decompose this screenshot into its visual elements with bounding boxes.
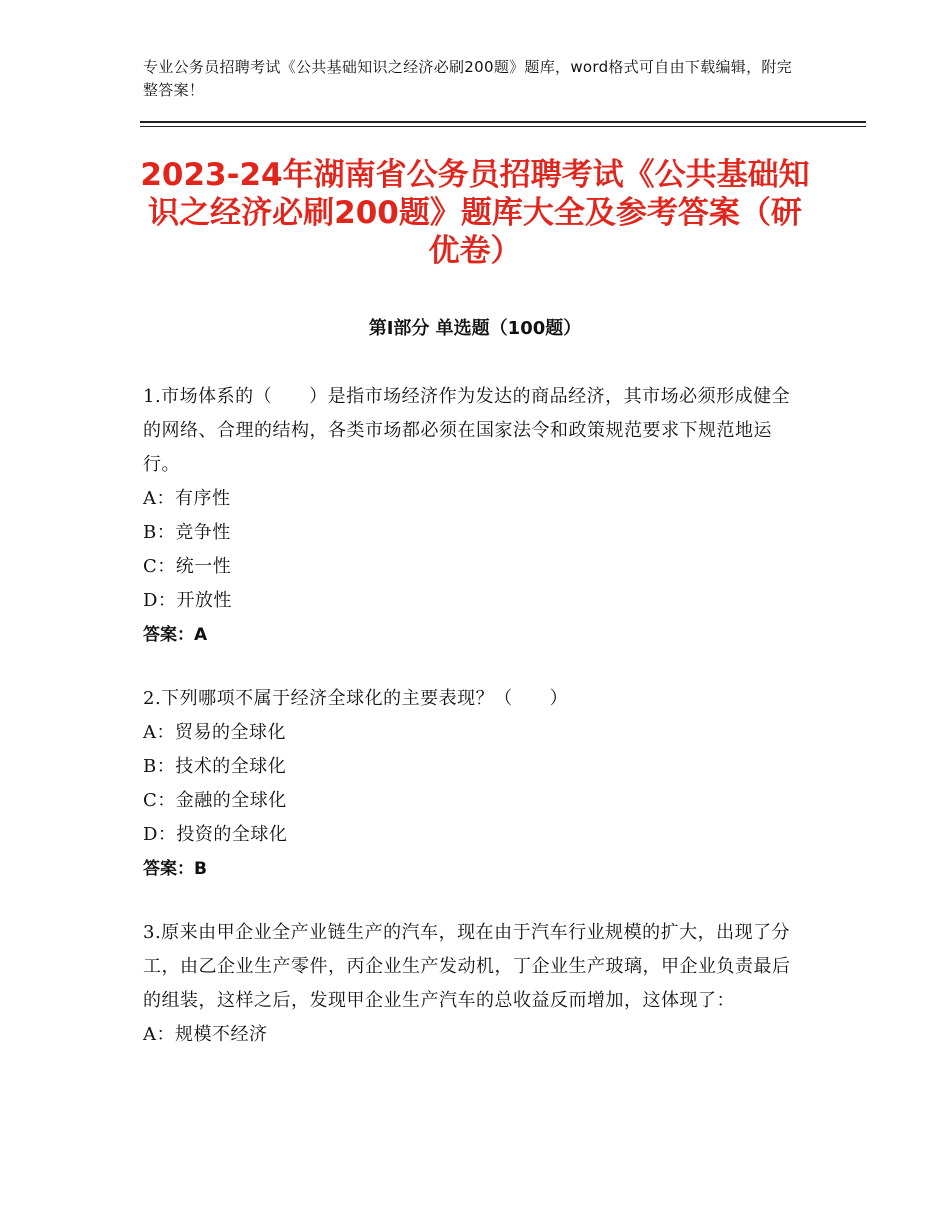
option-b: B：竞争性 (143, 522, 231, 543)
document-title: 2023-24年湖南省公务员招聘考试《公共基础知识之经济必刷200题》题库大全及参考答案（研优卷） (140, 157, 810, 269)
question-stem: 2.下列哪项不属于经济全球化的主要表现？（ ） (143, 688, 569, 709)
question-1 (143, 380, 798, 652)
question-3 (143, 916, 798, 1052)
option-c: C：金融的全球化 (143, 790, 287, 811)
option-a: A：贸易的全球化 (143, 722, 286, 743)
question-list (143, 380, 798, 1082)
header-rule-thin (140, 126, 866, 127)
option-d: D：开放性 (143, 590, 232, 611)
option-c: C：统一性 (143, 556, 232, 577)
header-note: 专业公务员招聘考试《公共基础知识之经济必刷200题》题库，word格式可自由下载编辑，附完整答案！ (143, 58, 793, 99)
answer: 答案：A (143, 625, 208, 645)
question-stem: 1.市场体系的（ ）是指市场经济作为发达的商品经济，其市场必须形成健全的网络、合理的结构，各类市场都必须在国家法令和政策规范要求下规范地运行。 (143, 386, 791, 475)
question-2 (143, 682, 798, 886)
option-a: A：规模不经济 (143, 1024, 268, 1045)
question-stem: 3.原来由甲企业全产业链生产的汽车，现在由于汽车行业规模的扩大，出现了分工，由乙企业生产零件，丙企业生产发动机，丁企业生产玻璃，甲企业负责最后的组装，这样之后，发现甲企业生产汽车的总收益反而增加，这体现了： (143, 922, 791, 1011)
option-a: A：有序性 (143, 488, 231, 509)
option-b: B：技术的全球化 (143, 756, 287, 777)
section-title: 第Ⅰ部分 单选题（100题） (368, 318, 582, 339)
header-rule-thick (140, 121, 866, 123)
answer: 答案：B (143, 859, 207, 879)
option-d: D：投资的全球化 (143, 824, 288, 845)
